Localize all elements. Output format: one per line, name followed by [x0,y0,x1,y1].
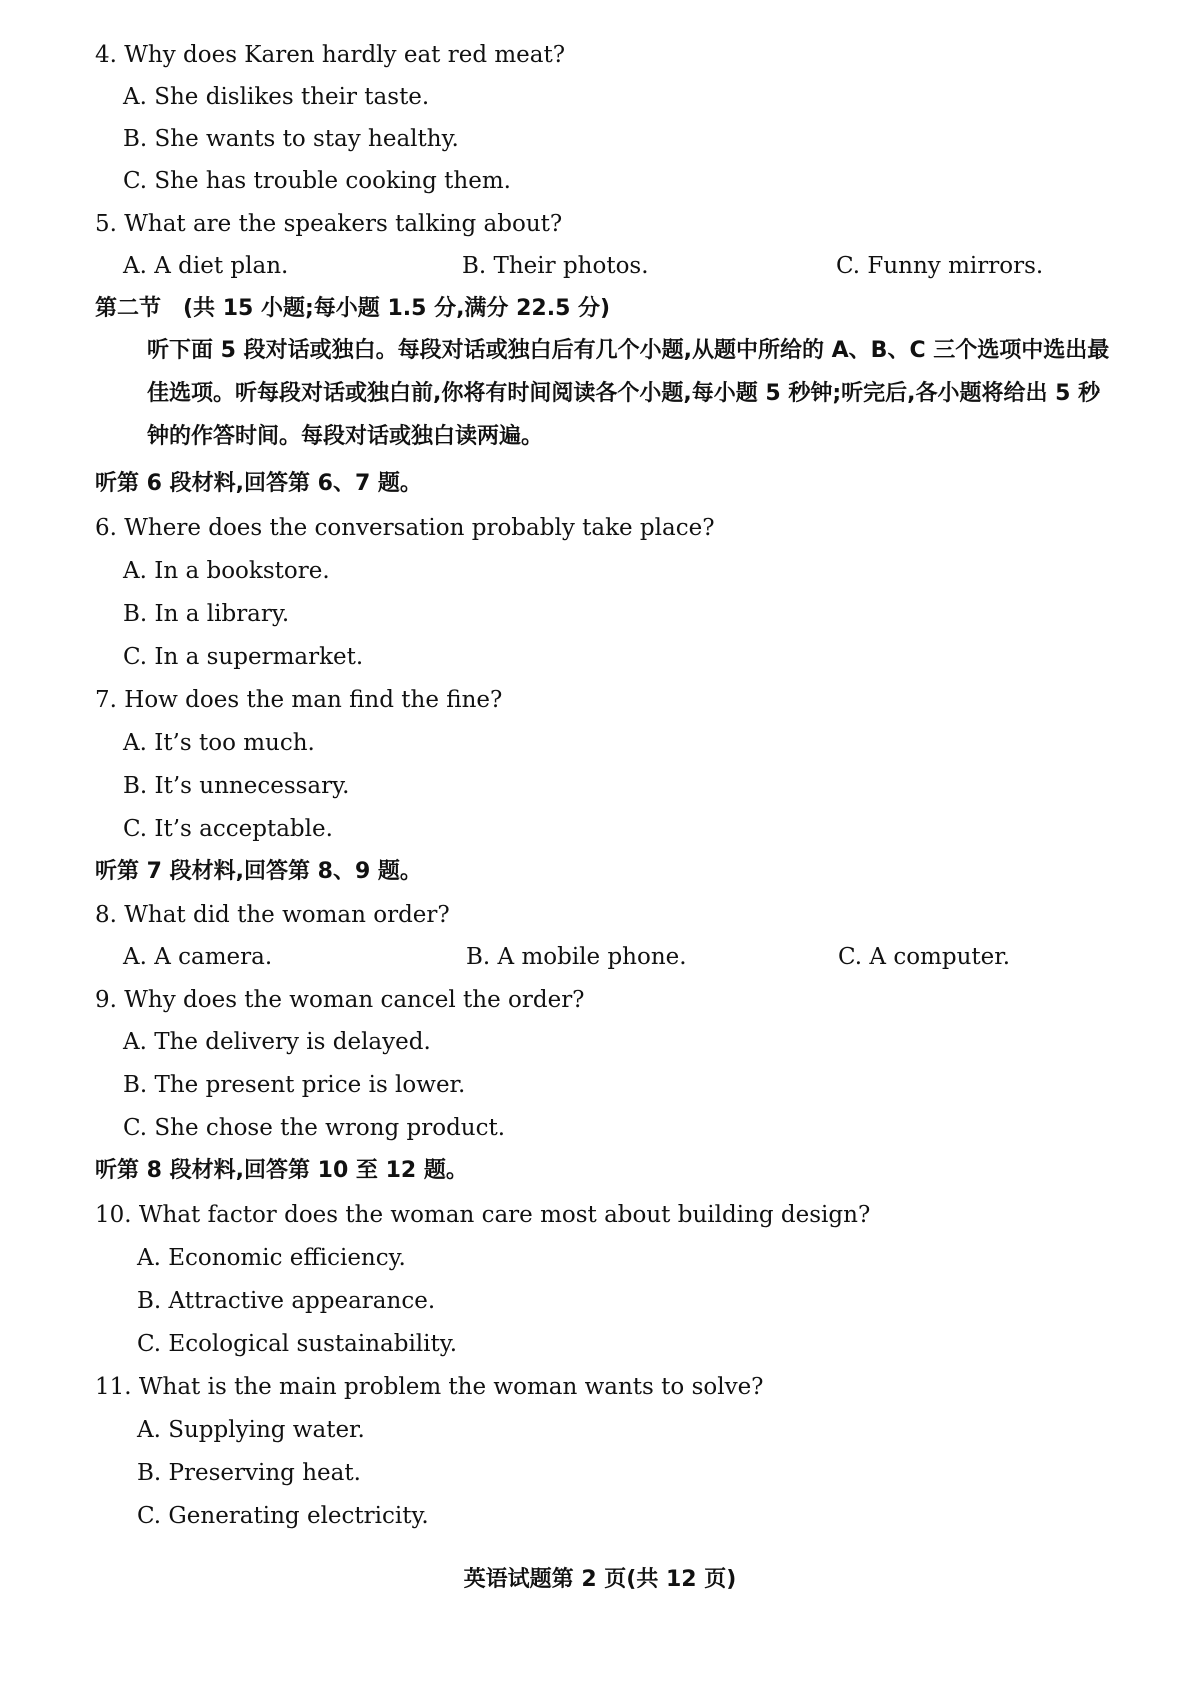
question-4-option-a: A. She dislikes their taste. [123,84,430,110]
question-5-option-b: B. Their photos. [462,253,649,279]
question-6-option-c: C. In a supermarket. [123,644,364,670]
material-7-heading: 听第 7 段材料,回答第 8、9 题。 [95,859,422,884]
instructions-text: 听下面 5 段对话或独白。每段对话或独白后有几个小题,从题中所给的 A、B、C 三个选项中选出最佳选项。听每段对话或独白前,你将有时间阅读各个小题,每小题 5 秒钟;听完后,各小题将给出 5 秒钟的作答时间。每段对话或独白读两遍。 [147,338,1110,449]
question-10-option-c: C. Ecological sustainability. [137,1331,458,1357]
question-11-option-c: C. Generating electricity. [137,1503,429,1529]
page-footer: 英语试题第 2 页(共 12 页) [463,1567,737,1592]
question-5-option-c: C. Funny mirrors. [836,253,1044,279]
question-10-stem: 10. What factor does the woman care most about building design? [95,1202,871,1228]
question-4-option-c: C. She has trouble cooking them. [123,168,511,194]
question-8-option-c: C. A computer. [838,944,1011,970]
question-7-option-b: B. It’s unnecessary. [123,773,350,799]
section-heading: 第二节 (共 15 小题;每小题 1.5 分,满分 22.5 分) [95,296,611,321]
question-11-option-b: B. Preserving heat. [137,1460,361,1486]
material-6-heading: 听第 6 段材料,回答第 6、7 题。 [95,471,422,496]
question-9-stem: 9. Why does the woman cancel the order? [95,987,585,1013]
question-10-option-b: B. Attractive appearance. [137,1288,436,1314]
question-10-option-a: A. Economic efficiency. [137,1245,406,1271]
question-9-option-a: A. The delivery is delayed. [123,1029,431,1055]
question-8-stem: 8. What did the woman order? [95,902,450,928]
question-6-option-b: B. In a library. [123,601,290,627]
section-instructions [95,329,1115,458]
question-6-stem: 6. Where does the conversation probably take place? [95,515,715,541]
question-9-option-c: C. She chose the wrong product. [123,1115,506,1141]
question-8-option-b: B. A mobile phone. [466,944,687,970]
question-7-option-a: A. It’s too much. [123,730,315,756]
question-11-stem: 11. What is the main problem the woman wants to solve? [95,1374,764,1400]
question-4-option-b: B. She wants to stay healthy. [123,126,459,152]
question-7-option-c: C. It’s acceptable. [123,816,333,842]
question-5-stem: 5. What are the speakers talking about? [95,211,563,237]
question-5-option-a: A. A diet plan. [123,253,289,279]
question-11-option-a: A. Supplying water. [137,1417,365,1443]
question-7-stem: 7. How does the man find the fine? [95,687,503,713]
question-6-option-a: A. In a bookstore. [123,558,330,584]
question-8-option-a: A. A camera. [123,944,273,970]
question-9-option-b: B. The present price is lower. [123,1072,466,1098]
question-4-stem: 4. Why does Karen hardly eat red meat? [95,42,566,68]
material-8-heading: 听第 8 段材料,回答第 10 至 12 题。 [95,1158,468,1183]
